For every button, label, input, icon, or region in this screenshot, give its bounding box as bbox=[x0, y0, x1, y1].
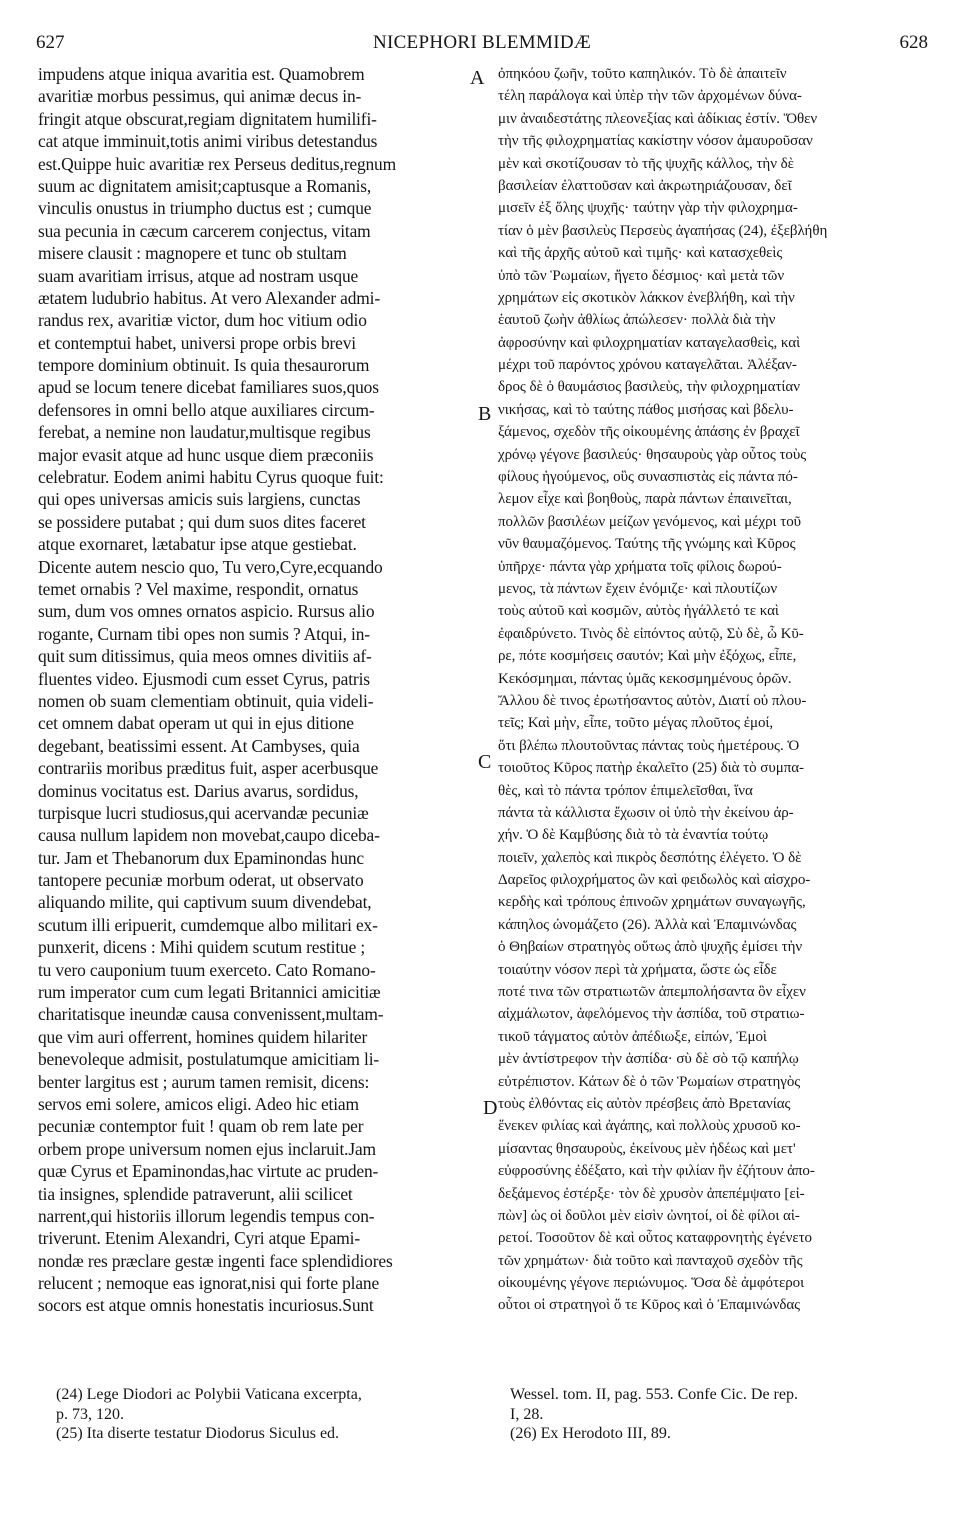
greek-text-line: τοιαύτην νόσον περὶ τὰ χρήματα, ὥστε ὡς εἶδε bbox=[498, 961, 777, 978]
greek-text-line: μισεῖν ἐξ ὅλης ψυχῆς· ταύτην γὰρ τὴν φιλοχρημα- bbox=[498, 200, 798, 217]
latin-text-line: apud se locum tenere dicebat familiares suos,quos bbox=[38, 377, 379, 398]
latin-text-line: tia insignes, splendide patraverunt, alii scilicet bbox=[38, 1183, 353, 1204]
latin-text-line: suum ac dignitatem amisit;captusque a Romanis, bbox=[38, 175, 372, 196]
greek-text-line: ὑπῆρχε· πάντα γὰρ χρήματα τοῖς φίλοις δωρού- bbox=[498, 558, 782, 575]
greek-text-line: μέχρι τοῦ παρόντος χρόνου καταγελᾶται. Ἀλέξαν- bbox=[498, 357, 797, 374]
latin-text-line: qui opes universas amicis suis largiens, cunctas bbox=[38, 489, 361, 510]
latin-text-line: socors est atque omnis honestatis incuriosus.Sunt bbox=[38, 1295, 374, 1316]
latin-text-line: pecuniæ contemptor fuit ! quam ob rem late per bbox=[38, 1116, 364, 1137]
latin-text-line: rogante, Curnam tibi opes non sumis ? Atqui, in- bbox=[38, 623, 370, 644]
latin-text-line: rum imperator cum cum legati Britannici amicitiæ bbox=[38, 982, 381, 1003]
greek-text-line: νῦν θαυμαζόμενος. Ταύτης τῆς γνώμης καὶ Κῦρος bbox=[498, 536, 796, 553]
latin-text-line: turpisque lucri studiosus,qui acervandæ pecuniæ bbox=[38, 802, 369, 823]
footnotes-left bbox=[56, 1385, 486, 1444]
latin-text-line: charitatisque ineundæ causa convenissent,multam- bbox=[38, 1004, 384, 1025]
footnote-line: (24) Lege Diodori ac Polybii Vaticana excerpta, bbox=[56, 1386, 362, 1403]
latin-text-line: ferebat, a nemine non laudatur,multisque regibus bbox=[38, 422, 371, 443]
latin-text-line: tantopere pecuniæ morbum oderat, ut observato bbox=[38, 870, 364, 891]
footnote-line: Wessel. tom. II, pag. 553. Confe Cic. De rep. bbox=[510, 1386, 798, 1403]
greek-text-line: δεξάμενος ἐστέρξε· τὸν δὲ χρυσὸν ἀπεπέμψατο [εἰ- bbox=[498, 1185, 805, 1202]
latin-text-line: temet ornabis ? Vel maxime, respondit, ornatus bbox=[38, 578, 359, 599]
latin-text-line: impudens atque iniqua avaritia est. Quamobrem bbox=[38, 64, 365, 84]
latin-text-line: vinculis onustus in triumpho ductus est ; cumque bbox=[38, 198, 372, 219]
latin-text-line: benevoleque admisit, postulatumque amicitiam li- bbox=[38, 1049, 380, 1070]
greek-text-line: ρετοί. Τοσοῦτον δὲ καὶ οὗτος καταφρονητὴς ἐγένετο bbox=[498, 1230, 813, 1247]
latin-text-line: scutum illi eripuerit, cumdemque albo militari ex- bbox=[38, 914, 378, 935]
greek-text-line: ρε, πότε κοσμήσεις σαυτόν; Καὶ μὴν ἐξόχως, εἶπε, bbox=[498, 648, 797, 665]
latin-text-line: narrent,qui historiis illorum legendis tempus con- bbox=[38, 1205, 375, 1226]
latin-text-line: quit sum ditissimus, quia meos omnes divitiis af- bbox=[38, 646, 372, 667]
latin-column bbox=[38, 63, 486, 1353]
greek-text-line: εὐφροσύνης ἐδέξατο, καὶ τὴν φιλίαν ἣν ἐζήτουν ἀπο- bbox=[498, 1163, 815, 1180]
latin-text-line: contrariis moribus præditus fuit, asper acerbusque bbox=[38, 758, 379, 779]
greek-text-line: τοιοῦτος Κῦρος πατὴρ ἐκαλεῖτο (25) διὰ τὸ συμπα- bbox=[498, 760, 804, 777]
greek-text-line: τέλη παράλογα καὶ ὑπὲρ τὴν τῶν ἀρχομένων δύνα- bbox=[498, 88, 802, 105]
greek-column bbox=[498, 63, 933, 1353]
greek-text-line: χήν. Ὁ δὲ Καμβύσης διὰ τὸ τὰ ἐναντία τούτῳ bbox=[498, 827, 769, 844]
greek-text-line: ὅτι βλέπω πλουτοῦντας πάντας τοὺς ἡμετέρους. Ὁ bbox=[498, 737, 800, 754]
latin-text-line: et contemptui habet, universi prope orbis brevi bbox=[38, 332, 356, 353]
greek-text-line: ποτέ τινα τῶν στρατιωτῶν ἀπεμπολήσαντα ὃν εἶχεν bbox=[498, 984, 806, 1001]
latin-text-line: servos emi solere, amicos eligi. Adeo hic etiam bbox=[38, 1093, 359, 1114]
greek-text-line: Κεκόσμημαι, πάντας ὑμᾶς κεκοσμημένους ὁρῶν. bbox=[498, 670, 792, 687]
greek-text-line: καὶ τῆς ἀρχῆς αὐτοῦ καὶ τιμῆς· καὶ κατασχεθεὶς bbox=[498, 245, 783, 262]
greek-text-line: τῶν χρημάτων· διὰ τοῦτο καὶ πανταχοῦ σχεδὸν τῆς bbox=[498, 1252, 803, 1269]
section-marker-d: D bbox=[483, 1097, 498, 1119]
latin-text-line: quæ Cyrus et Epaminondas,hac virtute ac pruden- bbox=[38, 1161, 379, 1182]
section-marker-c: C bbox=[478, 751, 492, 773]
latin-text-line: fringit atque obscurat,regiam dignitatem humilifi- bbox=[38, 108, 377, 129]
greek-text-line: ξάμενος, σχεδὸν τῆς οἰκουμένης ἁπάσης ἐν βραχεῖ bbox=[498, 424, 800, 441]
latin-text-line: relucent ; nemoque eas ignorat,nisi qui forte plane bbox=[38, 1273, 380, 1294]
section-marker-b: B bbox=[478, 403, 492, 425]
footnotes-right bbox=[510, 1385, 930, 1444]
latin-text-line: ætatem ludubrio habitus. At vero Alexander admi- bbox=[38, 287, 380, 308]
greek-text-line: πολλῶν βασιλέων μείζων γενόμενος, καὶ μέχρι τοῦ bbox=[498, 513, 802, 530]
latin-text-line: randus rex, avaritiæ victor, dum hoc vitium odio bbox=[38, 310, 367, 331]
greek-text-line: κάπηλος ὠνομάζετο (26). Ἀλλὰ καὶ Ἐπαμινώνδας bbox=[498, 916, 797, 933]
greek-text-line: τοὺς αὐτοῦ καὶ κοσμῶν, αὐτὸς ἠγάλλετό τε καὶ bbox=[498, 603, 779, 620]
greek-text-line: ἑαυτοῦ ζωὴν ἀθλίως ἀπώλεσεν· πολλὰ διὰ τὴν bbox=[498, 312, 776, 329]
greek-text-line: θὲς, καὶ τὸ πάντα τρόπον ἐπιμελεῖσθαι, ἵνα bbox=[498, 782, 753, 799]
latin-text-line: orbem prope universum nomen ejus inclaruit.Jam bbox=[38, 1138, 376, 1159]
greek-text-line: ποιεῖν, χαλεπὸς καὶ πικρὸς δεσπότης ἐλέγετο. Ὁ δὲ bbox=[498, 849, 802, 866]
greek-text-line: φίλους ἡγούμενος, οὓς συνασπιστὰς εἰς πάντα πό- bbox=[498, 469, 798, 486]
latin-text-line: sua pecunia in cæcum carcerem conjectus, vitam bbox=[38, 220, 371, 241]
greek-text-line: μιν ἀναιδεστάτης πλεονεξίας καὶ ἀδίκιας ἐστίν. Ὅθεν bbox=[498, 110, 818, 127]
footnote-line: (26) Ex Herodoto III, 89. bbox=[510, 1425, 671, 1442]
latin-text-line: Dicente autem nescio quo, Tu vero,Cyre,ecquando bbox=[38, 556, 383, 577]
page-number-right: 628 bbox=[899, 32, 928, 53]
running-title: NICEPHORI BLEMMIDÆ bbox=[372, 32, 592, 53]
latin-text-line: major evasit atque ad hunc usque diem præconiis bbox=[38, 444, 374, 465]
latin-text-line: cat atque imminuit,totis animi viribus detestandus bbox=[38, 131, 378, 152]
greek-text-line: ἐφαιδρύνετο. Τινὸς δὲ εἰπόντος αὐτῷ, Σὺ δὲ, ὦ Κῦ- bbox=[498, 625, 804, 642]
latin-text-line: nondæ res præclare gestæ ingenti face splendidiores bbox=[38, 1250, 393, 1271]
latin-text-line: defensores in omni bello atque auxiliares circum- bbox=[38, 399, 375, 420]
latin-text-line: se possidere putabat ; qui dum suos dites faceret bbox=[38, 511, 366, 532]
greek-text-line: νικήσας, καὶ τὸ ταύτης πάθος μισήσας καὶ βδελυ- bbox=[498, 401, 794, 418]
greek-text-line: πὼν] ὡς οἱ δοῦλοι μὲν εἰσὶν ὠνητοί, οἱ δὲ φίλοι αἱ- bbox=[498, 1207, 800, 1224]
greek-text-line: χρημάτων εἰς σκοτικὸν λάκκον ἐνεβλήθη, καὶ τὴν bbox=[498, 289, 795, 306]
latin-text-line: avaritiæ morbus pessimus, qui animæ decus in- bbox=[38, 86, 362, 107]
section-marker-a: A bbox=[470, 67, 485, 89]
greek-text-line: τὴν τῆς φιλοχρηματίας κακίστην νόσον ἀμαυροῦσαν bbox=[498, 133, 813, 150]
page-number-left: 627 bbox=[36, 32, 65, 53]
greek-text-line: τοὺς ἐλθόντας εἰς αὐτὸν πρέσβεις ἀπὸ Βρετανίας bbox=[498, 1095, 791, 1112]
latin-text-line: atque exornaret, lætabatur ipse atque gestiebat. bbox=[38, 534, 357, 555]
latin-text-line: tempore dominium obtinuit. Is quia thesaurorum bbox=[38, 355, 370, 376]
latin-text-line: triverunt. Etenim Alexandri, Cyri atque Epami- bbox=[38, 1228, 360, 1249]
latin-text-line: aliquando milite, qui captivum suum divendebat, bbox=[38, 892, 372, 913]
greek-text-line: ὑπὸ τῶν Ῥωμαίων, ἤγετο δέσμιος· καὶ μετὰ τῶν bbox=[498, 267, 785, 284]
greek-text-line: τικοῦ τάγματος αὐτὸν ἀπέδιωξε, εἰπών, Ἐμοὶ bbox=[498, 1028, 767, 1045]
latin-text-line: tu vero cauponium tuum exerceto. Cato Romano- bbox=[38, 959, 376, 980]
footnote-line: p. 73, 120. bbox=[56, 1405, 124, 1423]
greek-text-line: μίσαντας θησαυροὺς, ἐκείνους μὲν ἡδέως καὶ μετ' bbox=[498, 1140, 796, 1157]
greek-text-line: βασιλείαν ἐλαττοῦσαν καὶ ἀκρωτηριάζουσαν, δεῖ bbox=[498, 177, 792, 194]
latin-text-line: est.Quippe huic avaritiæ rex Perseus deditus,regnum bbox=[38, 153, 396, 174]
greek-text-line: δρος δὲ ὁ θαυμάσιος βασιλεὺς, τὴν φιλοχρηματίαν bbox=[498, 379, 800, 396]
greek-text-line: οὗτοι οἱ στρατηγοὶ ὅ τε Κῦρος καὶ ὁ Ἐπαμινώνδας bbox=[498, 1297, 801, 1314]
running-header bbox=[36, 32, 928, 56]
greek-text-line: μενος, τὰ πάντων ἔχειν ἐνόμιζε· καὶ πλουτίζων bbox=[498, 580, 778, 597]
greek-text-line: ἀφροσύνην καὶ φιλοχρηματίαν καταγελασθεὶς, καὶ bbox=[498, 334, 801, 351]
greek-text-line: μὲν ἀντίστρεφον τὴν ἀσπίδα· σὺ δὲ σὸ τῷ καπήλῳ bbox=[498, 1051, 799, 1068]
greek-text-line: εὐτρέπιστον. Κάτων δὲ ὁ τῶν Ῥωμαίων στρατηγὸς bbox=[498, 1073, 801, 1090]
latin-text-line: dominus vocitatus est. Darius avarus, sordidus, bbox=[38, 780, 359, 801]
latin-text-line: degebant, beatissimi essent. At Cambyses, quia bbox=[38, 735, 360, 756]
latin-text-line: fluentes video. Ejusmodi cum esset Cyrus, patris bbox=[38, 668, 370, 689]
greek-text-line: τεῖς; Καὶ μὴν, εἶπε, τοῦτο μέγας πλοῦτος ἐμοί, bbox=[498, 715, 774, 732]
latin-text-line: misere clausit : magnopere et tunc ob stultam bbox=[38, 243, 347, 264]
latin-text-line: que vim auri offerrent, homines quidem hilariter bbox=[38, 1026, 368, 1047]
latin-text-line: sum, dum vos omnes ornatos aspicio. Rursus alio bbox=[38, 601, 375, 622]
greek-text-line: λεμον εἶχε καὶ βοηθοὺς, παρὰ πάντων ἐπαινεῖται, bbox=[498, 491, 792, 508]
footnote-line: (25) Ita diserte testatur Diodorus Siculus ed. bbox=[56, 1425, 340, 1442]
greek-text-line: κερδὴς καὶ τρόπους ἐπινοῶν χρημάτων συναγωγῆς, bbox=[498, 894, 806, 911]
latin-text-line: suam avaritiam irrisus, atque ad nostram usque bbox=[38, 265, 359, 286]
latin-text-line: punxerit, dicens : Mihi quidem scutum restitue ; bbox=[38, 937, 366, 958]
greek-text-line: ἕνεκεν φιλίας καὶ ἀγάπης, καὶ πολλοὺς χρυσοῦ κο- bbox=[498, 1118, 801, 1135]
greek-text-line: ὀπηκόου ζωῆν, τοῦτο καπηλικόν. Τὸ δὲ ἀπαιτεῖν bbox=[498, 66, 787, 82]
latin-text-line: nomen ob suam clementiam obtinuit, quia videli- bbox=[38, 690, 374, 711]
greek-text-line: Δαρεῖος φιλοχρήματος ὢν καὶ φειδωλὸς καὶ αἰσχρο- bbox=[498, 872, 811, 889]
greek-text-line: αἰχμάλωτον, ἀφελόμενος τὴν ἀσπίδα, τοῦ στρατιω- bbox=[498, 1006, 805, 1023]
greek-text-line: οἰκουμένης γέγονε περιώνυμος. Ὅσα δὲ ἀμφότεροι bbox=[498, 1275, 805, 1292]
latin-text-line: celebratur. Eodem animi habitu Cyrus quoque fuit: bbox=[38, 467, 384, 488]
greek-text-line: Ἄλλου δὲ τινος ἐρωτήσαντος αὐτὸν, Διατί οὐ πλου- bbox=[498, 692, 807, 709]
greek-text-line: χρόνῳ γέγονε βασιλεύς· θησαυροὺς γὰρ οὗτος τοὺς bbox=[498, 446, 807, 463]
latin-text-line: causa nullum lapidem non movebat,caupo diceba- bbox=[38, 825, 380, 846]
latin-text-line: benter largitus est ; aurum tamen remisit, dicens: bbox=[38, 1071, 370, 1092]
greek-text-line: μὲν καὶ σκοτίζουσαν τὸ τῆς ψυχῆς κάλλος, τὴν δὲ bbox=[498, 155, 794, 172]
latin-text-line: tur. Jam et Thebanorum dux Epaminondas hunc bbox=[38, 847, 365, 868]
greek-text-line: τίαν ὁ μὲν βασιλεὺς Περσεὺς ἀγαπήσας (24), ἐξεβλήθη bbox=[498, 222, 828, 239]
latin-text-line: cet omnem dabat operam ut qui in ejus ditione bbox=[38, 713, 354, 734]
greek-text-line: ὁ Θηβαίων στρατηγὸς οὕτως ἀπὸ ψυχῆς ἐμίσει τὴν bbox=[498, 939, 803, 956]
greek-text-line: πάντα τὰ κάλλιστα ἔχωσιν οἱ ὑπὸ τὴν ἐκείνου ἀρ- bbox=[498, 804, 794, 821]
footnote-line: I, 28. bbox=[510, 1405, 544, 1423]
